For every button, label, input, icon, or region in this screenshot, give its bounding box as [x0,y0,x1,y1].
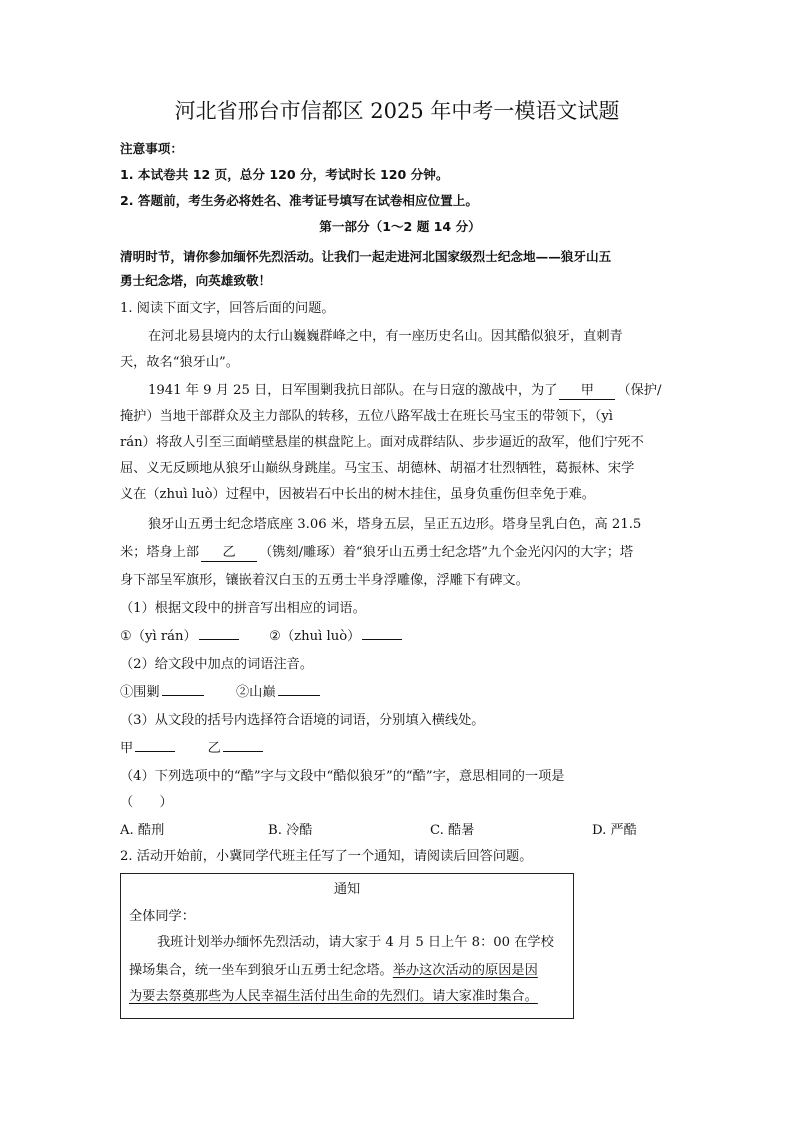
option-b[interactable]: B. 冷酷 [268,823,313,838]
part1-intro-line-2: 勇士纪念塔，向英雄致敬！ [120,273,272,288]
passage-p2-line-5: 义在（zhuì luò）过程中，因被岩石中长出的树木挂住，虽身负重伤但幸免于难。 [120,487,595,502]
passage-p2-line-4: 屈、义无反顾地从狼牙山巅纵身跳崖。马宝玉、胡德林、胡福才壮烈牺牲，葛振林、宋学 [120,461,635,476]
passage-p3-line-2-rest: （镌刻/雕琢）着“狼牙山五勇士纪念塔”九个金光闪闪的大字；塔 [259,545,634,560]
sub-question-1: （1）根据文段中的拼音写出相应的词语。 [120,601,366,616]
notice-body-line-1: 我班计划举办缅怀先烈活动，请大家于 4 月 5 日上午 8：00 在学校 [157,935,554,950]
passage-p2-line-2: 掩护）当地干部群众及主力部队的转移，五位八路军战士在班长马宝玉的带领下，（yì [120,409,614,424]
notice-body-line-3: 为要去祭奠那些为人民幸福生活付出生命的先烈们。请大家准时集合。 [129,989,538,1004]
part1-intro-line-1: 清明时节，请你参加缅怀先烈活动。让我们一起走进河北国家级烈士纪念地——狼牙山五 [120,249,612,264]
notice-salutation: 全体同学： [129,909,195,924]
sub2-b-answer-blank[interactable] [278,695,320,696]
blank-yi[interactable]: 乙 [201,545,257,562]
sub3-jia-label: 甲 [120,741,134,756]
passage-p3-line-2 [120,544,680,562]
blank-jia[interactable]: 甲 [559,383,615,400]
option-a[interactable]: A. 酷刑 [120,823,165,838]
sub1-b-label: ②（zhuì luò） [269,629,361,644]
passage-p1-line-1: 在河北易县境内的太行山巍巍群峰之中，有一座历史名山。因其酷似狼牙，直刺青 [148,329,623,344]
sub2-b-label: ②山巅 [235,685,276,700]
passage-p2-line-1-choice: （保护/ [617,383,662,398]
sub-question-3: （3）从文段的括号内选择符合语境的词语，分别填入横线处。 [120,713,485,728]
notice-box [120,873,574,1019]
passage-p2-line-1-text: 1941 年 9 月 25 日，日军围剿我抗日部队。在与日寇的激战中，为了 [148,383,558,398]
passage-p2-line-1 [148,382,680,400]
option-c[interactable]: C. 酷暑 [430,823,475,838]
sub3-yi-label: 乙 [207,741,221,756]
page-title: 河北省邢台市信都区 2025 年中考一模语文试题 [174,99,620,123]
sub2-a-answer-blank[interactable] [162,695,204,696]
sub2-a-label: ①围剿 [120,685,160,700]
passage-p3-line-3: 身下部呈军旗形，镶嵌着汉白玉的五勇士半身浮雕像，浮雕下有碑文。 [120,573,529,588]
part1-heading: 第一部分（1～2 题 14 分） [319,219,481,234]
notice-body-line-2-text: 操场集合，统一坐车到狼牙山五勇士纪念塔。 [129,963,393,978]
notes-item-2: 2. 答题前，考生务必将姓名、准考证号填写在试卷相应位置上。 [120,193,478,208]
question-1-stem: 1. 阅读下面文字，回答后面的问题。 [120,301,335,316]
sub3-jia-answer-blank[interactable] [135,751,175,752]
sub-question-4-answer-paren[interactable]: （ ） [120,795,173,810]
notes-heading: 注意事项： [120,141,183,156]
question-2-stem: 2. 活动开始前，小冀同学代班主任写了一个通知，请阅读后回答问题。 [120,849,533,864]
notes-item-1: 1. 本试卷共 12 页，总分 120 分，考试时长 120 分钟。 [120,167,449,182]
sub-question-4-options [120,822,680,840]
sub1-a-answer-blank[interactable] [199,639,239,640]
notice-title: 通知 [333,882,361,897]
sub-question-1-answers [120,628,680,646]
sub1-a-label: ①（yì rán） [120,629,197,644]
sub-question-2: （2）给文段中加点的词语注音。 [120,657,314,672]
sub1-b-answer-blank[interactable] [362,639,402,640]
passage-p1-line-2: 天，故名“狼牙山”。 [120,355,239,370]
sub-question-2-answers [120,684,680,702]
notice-underlined-sentence-start: 举办这次活动的原因是因 [392,963,538,978]
sub-question-3-answers [120,740,680,758]
sub3-yi-answer-blank[interactable] [223,751,263,752]
passage-p2-line-3: rán）将敌人引至三面峭壁悬崖的棋盘陀上。面对成群结队、步步逼近的敌军，他们宁死不 [120,435,644,450]
notice-body-line-2 [129,962,538,980]
option-d[interactable]: D. 严酷 [592,823,637,838]
passage-p3-line-2-text: 米；塔身上部 [120,545,200,560]
passage-p3-line-1: 狼牙山五勇士纪念塔底座 3.06 米，塔身五层，呈正五边形。塔身呈乳白色，高 21.5 [148,517,642,532]
sub-question-4: （4）下列选项中的“酷”字与文段中“酷似狼牙”的“酷”字，意思相同的一项是 [120,769,565,784]
